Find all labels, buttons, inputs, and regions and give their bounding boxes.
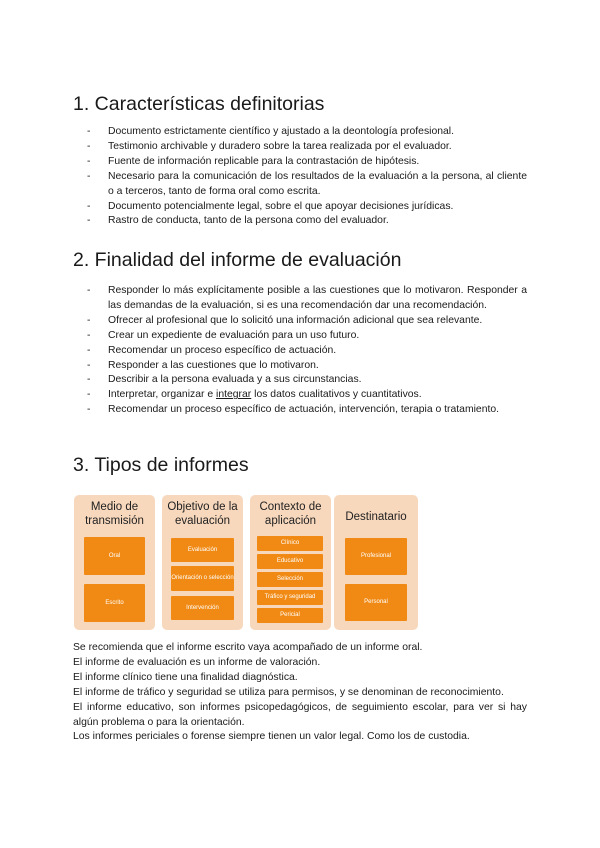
list-item: - Recomendar un proceso específico de actuación, intervención, terapia o tratamiento. [87, 403, 527, 418]
box-educativo: Educativo [257, 554, 323, 569]
column-title: Objetivo de la evaluación [167, 501, 238, 527]
section-title-finalidad: 2. Finalidad del informe de evaluación [73, 249, 402, 271]
paragraph: El informe educativo, son informes psicopedagógicos, de seguimiento escolar, para ver si hay algún problema o para la orientación. [73, 701, 527, 728]
list-item: - Responder a las cuestiones que lo motivaron. [87, 359, 527, 374]
column-title: Medio de transmisión [85, 501, 144, 527]
box-intervencion: Intervención [171, 596, 234, 620]
box-clinico: Clínico [257, 536, 323, 551]
column-title: Contexto de aplicación [259, 501, 322, 527]
list-item: - Fuente de información replicable para la contrastación de hipótesis. [87, 155, 527, 170]
column-contexto-aplicacion [250, 495, 331, 630]
paragraph: El informe de evaluación es un informe de valoración. [73, 656, 321, 668]
list-item: - Documento estrictamente científico y ajustado a la deontología profesional. [87, 125, 527, 140]
box-personal: Personal [345, 584, 407, 621]
box-pericial: Pericial [257, 608, 323, 623]
list-item: - Necesario para la comunicación de los resultados de la evaluación a la persona, al cliente o a terceros, tanto de forma oral como escrita. [87, 170, 527, 200]
box-escrito: Escrito [84, 584, 145, 622]
tipos-paragraphs [73, 641, 527, 745]
box-trafico-seguridad: Tráfico y seguridad [257, 590, 323, 605]
box-seleccion: Selección [257, 572, 323, 587]
list-item: - Crear un expediente de evaluación para un uso futuro. [87, 329, 527, 344]
section-title-tipos: 3. Tipos de informes [73, 454, 249, 476]
box-oral: Oral [84, 537, 145, 575]
paragraph: El informe clínico tiene una finalidad diagnóstica. [73, 671, 298, 683]
list-item: - Rastro de conducta, tanto de la persona como del evaluador. [87, 214, 527, 229]
column-objetivo-evaluacion [162, 495, 243, 630]
list-item: - Recomendar un proceso específico de actuación. [87, 344, 527, 359]
column-destinatario [334, 495, 418, 630]
list-item: - Describir a la persona evaluada y a sus circunstancias. [87, 373, 527, 388]
list-item: - Responder lo más explícitamente posible a las cuestiones que lo motivaron. Responder a las demandas de la evaluación, si es una recomendación dar una recomendación. [87, 284, 527, 314]
list-item [87, 388, 527, 403]
tipos-informes-diagram [74, 495, 418, 630]
list-item: - Documento potencialmente legal, sobre el que apoyar decisiones jurídicas. [87, 200, 527, 215]
finalidad-list [87, 284, 527, 418]
box-evaluacion: Evaluación [171, 538, 234, 562]
section-title-caracteristicas: 1. Características definitorias [73, 93, 325, 115]
underlined-word: integrar [216, 389, 252, 401]
paragraph: Los informes periciales o forense siempre tienen un valor legal. Como los de custodia. [73, 731, 470, 743]
list-item: - Ofrecer al profesional que lo solicitó una información adicional que sea relevante. [87, 314, 527, 329]
column-medio-transmision [74, 495, 155, 630]
caracteristicas-list [87, 125, 527, 229]
box-profesional: Profesional [345, 538, 407, 575]
text-segment: Interpretar, organizar e [108, 389, 217, 401]
list-item: - Testimonio archivable y duradero sobre la tarea realizada por el evaluador. [87, 140, 527, 155]
box-orientacion: Orientación o selección [171, 566, 234, 591]
column-title: Destinatario [345, 511, 407, 523]
paragraph: Se recomienda que el informe escrito vaya acompañado de un informe oral. [73, 642, 423, 653]
text-segment: los datos cualitativos y cuantitativos. [251, 389, 422, 401]
paragraph: El informe de tráfico y seguridad se utiliza para permisos, y se denominan de reconocimiento. [73, 686, 504, 698]
